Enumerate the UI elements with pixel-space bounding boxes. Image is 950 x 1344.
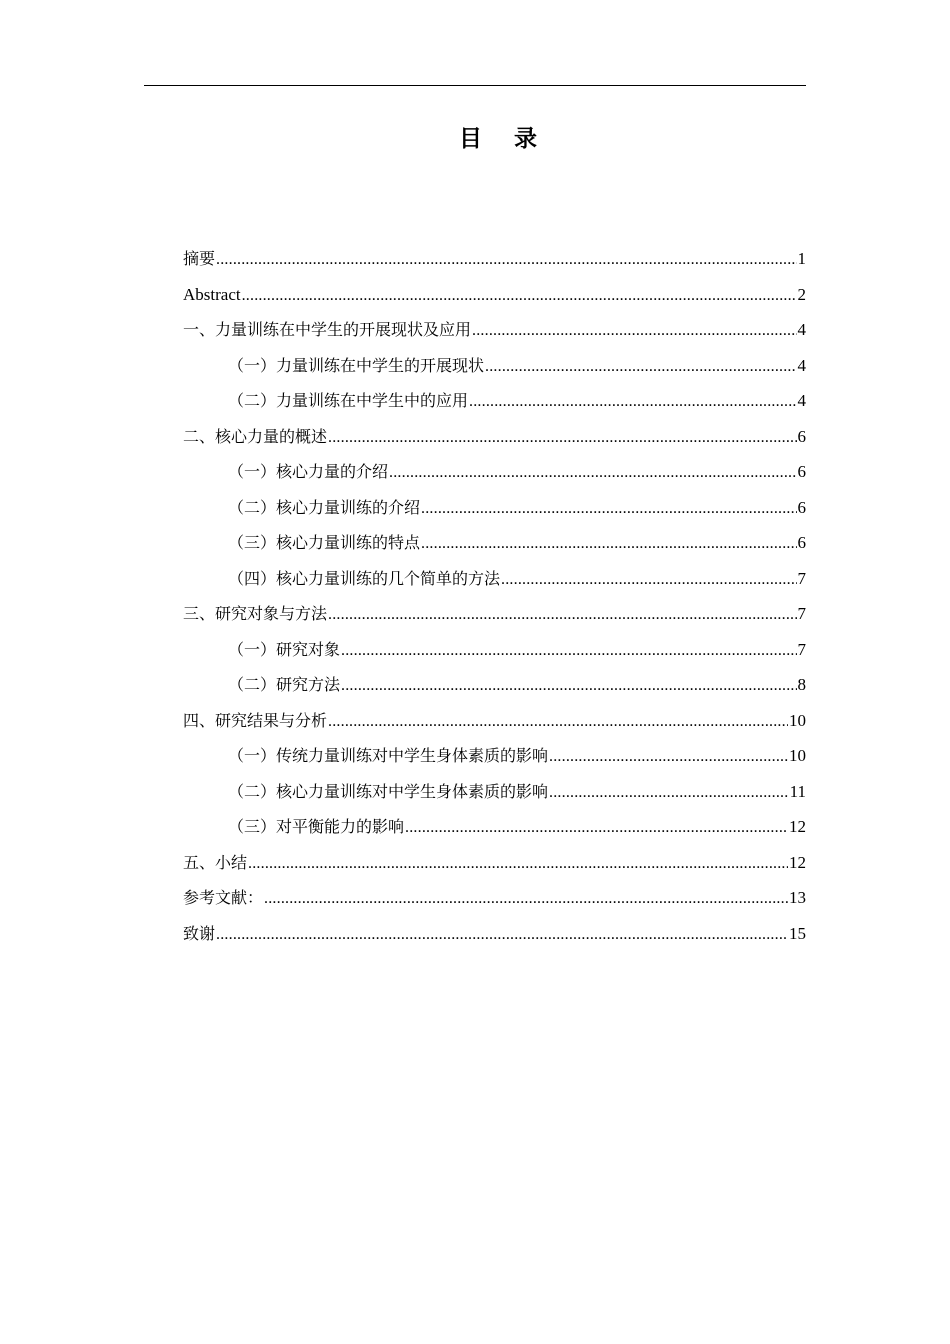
- dot-leader: [485, 354, 796, 380]
- toc-entry-abstract-cn[interactable]: [183, 246, 806, 282]
- dot-leader: [248, 851, 788, 877]
- toc-entry-section-2[interactable]: [183, 424, 806, 460]
- toc-entry-section-2-3[interactable]: [183, 530, 806, 566]
- dot-leader: [264, 886, 788, 912]
- dot-leader: [469, 389, 796, 415]
- dot-leader: [328, 425, 796, 451]
- toc-entry-section-5[interactable]: [183, 850, 806, 886]
- toc-entry-label: （一）研究对象: [228, 639, 341, 659]
- toc-entry-label: 致谢: [183, 923, 216, 943]
- dot-leader: [216, 922, 788, 948]
- toc-entry-label: （一）力量训练在中学生的开展现状: [228, 355, 485, 375]
- dot-leader: [405, 815, 788, 841]
- toc-entry-label: 一、力量训练在中学生的开展现状及应用: [183, 320, 472, 339]
- toc-entry-label: 二、核心力量的概述: [183, 426, 328, 446]
- toc-entry-section-4-2[interactable]: [183, 779, 806, 815]
- toc-entry-page: 7: [797, 568, 806, 588]
- table-of-contents: [183, 246, 806, 956]
- toc-entry-page: 6: [797, 497, 806, 517]
- toc-entry-label: （二）研究方法: [228, 675, 341, 694]
- toc-entry-acknowledgements[interactable]: [183, 921, 806, 957]
- toc-entry-label: 参考文献：: [183, 888, 264, 907]
- toc-entry-section-4-1[interactable]: [183, 743, 806, 779]
- toc-entry-page: 6: [797, 462, 806, 481]
- toc-entry-label: （三）核心力量训练的特点: [228, 533, 421, 552]
- dot-leader: [242, 283, 797, 309]
- toc-entry-label: （四）核心力量训练的几个简单的方法: [228, 568, 501, 588]
- toc-entry-section-1-1[interactable]: [183, 353, 806, 389]
- toc-entry-page: 2: [797, 284, 806, 304]
- toc-entry-page: 7: [797, 604, 806, 623]
- toc-entry-page: 11: [789, 781, 806, 801]
- toc-entry-section-2-4[interactable]: [183, 566, 806, 602]
- dot-leader: [341, 673, 796, 699]
- toc-entry-section-2-1[interactable]: [183, 459, 806, 495]
- dot-leader: [549, 780, 789, 806]
- toc-entry-section-1-2[interactable]: [183, 388, 806, 424]
- toc-entry-section-2-2[interactable]: [183, 495, 806, 531]
- dot-leader: [328, 709, 788, 735]
- dot-leader: [328, 602, 796, 628]
- toc-entry-page: 4: [797, 320, 806, 339]
- toc-entry-label: （一）核心力量的介绍: [228, 462, 389, 481]
- toc-entry-section-3-2[interactable]: [183, 672, 806, 708]
- toc-entry-label: （二）核心力量训练对中学生身体素质的影响: [228, 781, 549, 801]
- toc-entry-page: 10: [789, 746, 806, 765]
- dot-leader: [472, 318, 796, 344]
- toc-entry-references[interactable]: [183, 885, 806, 921]
- dot-leader: [501, 567, 796, 593]
- dot-leader: [421, 496, 796, 522]
- toc-entry-label: （二）核心力量训练的介绍: [228, 497, 421, 517]
- header-rule: [144, 85, 806, 86]
- toc-entry-section-4[interactable]: [183, 708, 806, 744]
- toc-entry-label: 四、研究结果与分析: [183, 710, 328, 730]
- toc-entry-label: （三）对平衡能力的影响: [228, 817, 405, 836]
- toc-entry-page: 13: [789, 888, 806, 907]
- toc-entry-page: 6: [797, 426, 806, 446]
- toc-entry-label: Abstract: [183, 284, 241, 304]
- toc-entry-section-1[interactable]: [183, 317, 806, 353]
- toc-title: 目 录: [458, 126, 549, 152]
- dot-leader: [421, 531, 796, 557]
- toc-entry-label: （二）力量训练在中学生中的应用: [228, 391, 469, 410]
- dot-leader: [341, 638, 796, 664]
- toc-entry-page: 10: [789, 710, 806, 730]
- dot-leader: [216, 247, 796, 273]
- toc-entry-page: 4: [797, 355, 806, 375]
- toc-entry-label: 五、小结: [183, 852, 248, 872]
- toc-entry-section-3-1[interactable]: [183, 637, 806, 673]
- toc-entry-page: 8: [797, 675, 806, 694]
- toc-entry-label: 三、研究对象与方法: [183, 604, 328, 623]
- toc-entry-page: 15: [789, 923, 806, 943]
- toc-entry-section-3[interactable]: [183, 601, 806, 637]
- toc-entry-section-4-3[interactable]: [183, 814, 806, 850]
- toc-entry-label: 摘要: [183, 249, 216, 268]
- toc-entry-page: 1: [797, 249, 806, 268]
- toc-entry-abstract-en[interactable]: [183, 282, 806, 318]
- toc-entry-page: 7: [797, 639, 806, 659]
- dot-leader: [549, 744, 788, 770]
- toc-entry-page: 12: [789, 852, 806, 872]
- toc-entry-page: 12: [789, 817, 806, 836]
- toc-entry-page: 4: [797, 391, 806, 410]
- dot-leader: [389, 460, 796, 486]
- toc-entry-page: 6: [797, 533, 806, 552]
- toc-entry-label: （一）传统力量训练对中学生身体素质的影响: [228, 746, 549, 765]
